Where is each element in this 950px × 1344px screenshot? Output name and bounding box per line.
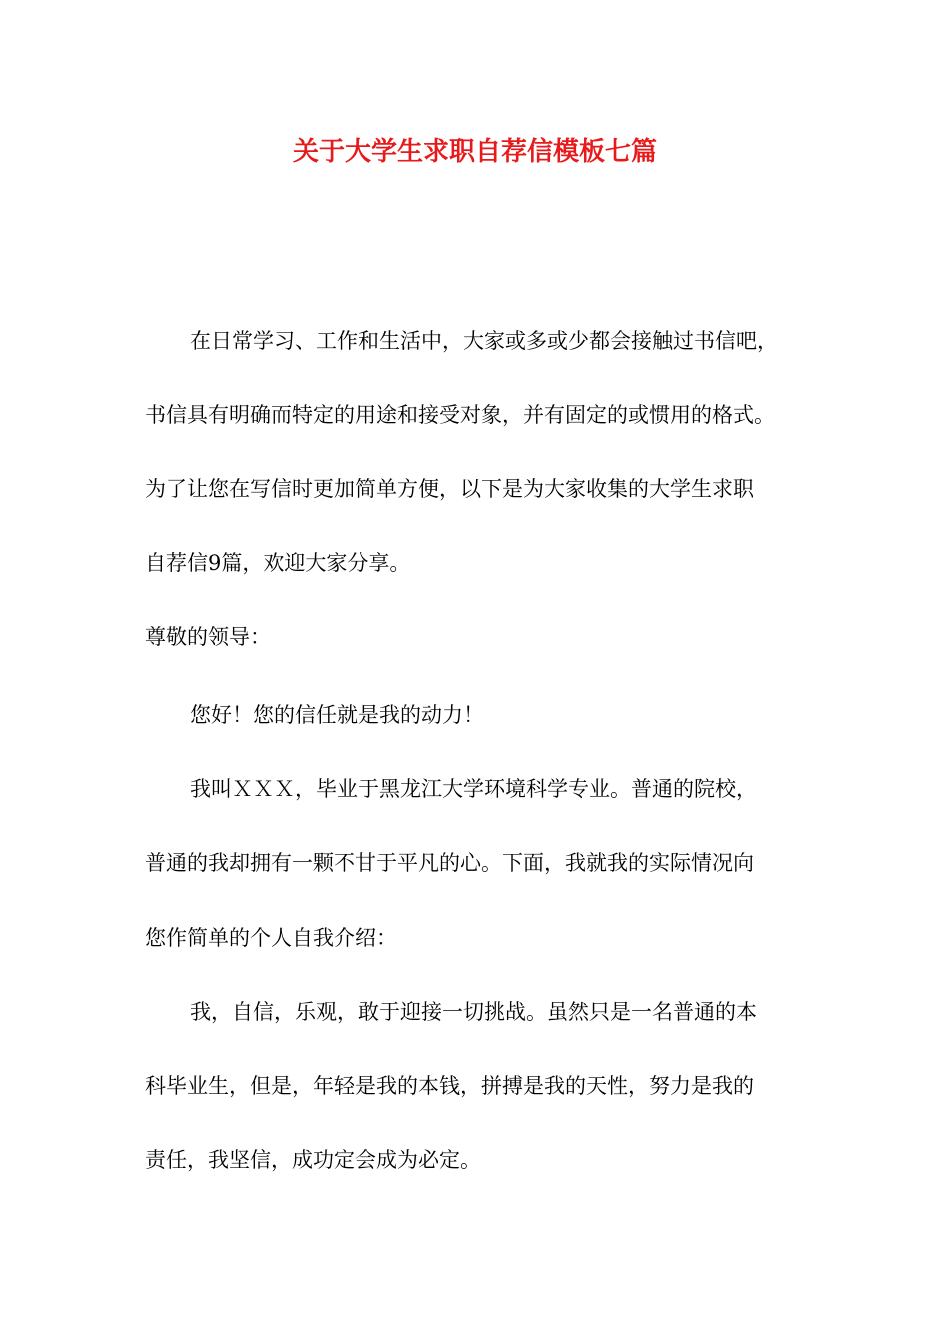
paragraph-2-line-1: 我叫ＸＸＸ，毕业于黑龙江大学环境科学专业。普通的院校， xyxy=(190,777,757,801)
salutation: 尊敬的领导： xyxy=(145,625,271,649)
paragraph-1-line-2: 书信具有明确而特定的用途和接受对象，并有固定的或惯用的格式。 xyxy=(145,403,775,427)
paragraph-1-line-1: 在日常学习、工作和生活中，大家或多或少都会接触过书信吧， xyxy=(190,329,778,353)
paragraph-3-line-3: 责任，我坚信，成功定会成为必定。 xyxy=(145,1148,481,1172)
paragraph-3-line-1: 我，自信，乐观，敢于迎接一切挑战。虽然只是一名普通的本 xyxy=(190,1000,757,1024)
paragraph-3-line-2: 科毕业生，但是，年轻是我的本钱，拼搏是我的天性，努力是我的 xyxy=(145,1074,754,1098)
paragraph-2-line-2: 普通的我却拥有一颗不甘于平凡的心。下面，我就我的实际情况向 xyxy=(145,851,754,875)
paragraph-1-line-3: 为了让您在写信时更加简单方便，以下是为大家收集的大学生求职 xyxy=(145,477,754,501)
greeting-line: 您好！您的信任就是我的动力！ xyxy=(190,703,484,727)
paragraph-1-line-4: 自荐信9篇，欢迎大家分享。 xyxy=(145,551,411,575)
document-title: 关于大学生求职自荐信模板七篇 xyxy=(292,137,657,167)
paragraph-2-line-3: 您作简单的个人自我介绍： xyxy=(145,926,397,950)
